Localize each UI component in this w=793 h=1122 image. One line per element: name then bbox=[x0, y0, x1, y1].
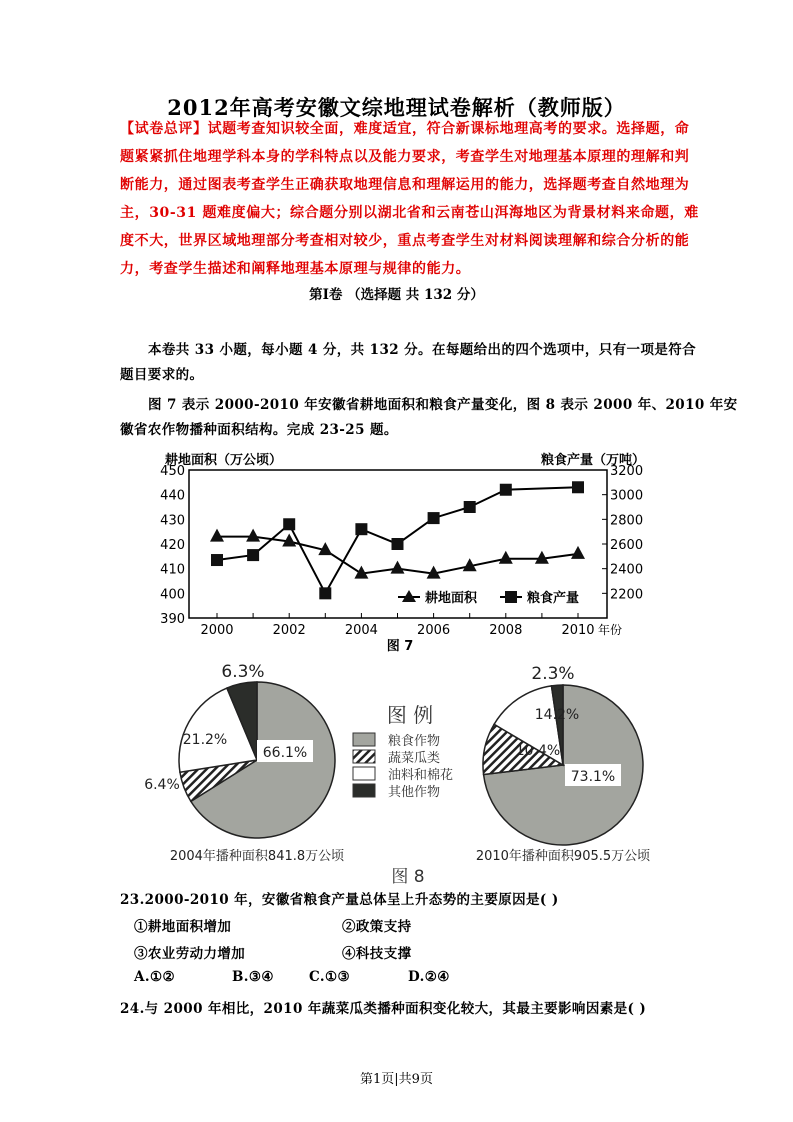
page-footer: 第1页|共9页 bbox=[360, 1072, 433, 1087]
left-tick-label: 450 bbox=[160, 464, 185, 479]
triangle-marker bbox=[210, 529, 224, 542]
question-23-option-a: A.①② bbox=[134, 969, 175, 985]
square-marker bbox=[464, 501, 476, 513]
review-line: 题紧紧抓住地理学科本身的学科特点以及能力要求，考查学生对地理基本原理的理解和判 bbox=[120, 149, 690, 165]
legend-title: 图 例 bbox=[386, 703, 434, 727]
right-axis-label: 粮食产量（万吨） bbox=[540, 453, 645, 468]
square-marker bbox=[355, 523, 367, 535]
x-axis-label: 年份 bbox=[598, 623, 623, 637]
right-tick-label: 2800 bbox=[610, 513, 644, 529]
pie-data-label: 14.2% bbox=[534, 707, 580, 723]
question-24-stem: 24.与 2000 年相比，2010 年蔬菜瓜类播种面积变化较大，其最主要影响因素是( ) bbox=[120, 1001, 647, 1017]
pie-data-label: 2.3% bbox=[531, 664, 575, 684]
question-23-stem: 23.2000-2010 年，安徽省粮食产量总体呈上升态势的主要原因是( ) bbox=[120, 892, 559, 908]
square-marker bbox=[247, 549, 259, 561]
right-tick-label: 2400 bbox=[610, 562, 644, 578]
question-23-item: ②政策支持 bbox=[342, 919, 412, 935]
right-tick-label: 2600 bbox=[610, 538, 644, 553]
x-tick-label: 2010 bbox=[561, 623, 595, 638]
review-line: 力，考查学生描述和阐释地理基本原理与规律的能力。 bbox=[120, 261, 471, 277]
intro-line: 题目要求的。 bbox=[120, 367, 204, 383]
question-23-item: ④科技支撑 bbox=[342, 946, 412, 962]
legend-swatch bbox=[353, 733, 375, 746]
triangle-marker bbox=[571, 546, 585, 559]
review-line: 断能力，通过图表考查学生正确获取地理信息和理解运用的能力，选择题考查自然地理为 bbox=[120, 177, 690, 193]
legend-label: 粮食产量 bbox=[527, 591, 580, 606]
figure-8-pie-charts bbox=[0, 660, 793, 890]
square-marker bbox=[283, 518, 295, 530]
left-tick-label: 390 bbox=[160, 612, 185, 627]
left-tick-label: 410 bbox=[160, 562, 185, 578]
figure-title: 图 8 bbox=[391, 867, 425, 887]
figure-title: 图 7 bbox=[386, 639, 414, 654]
review-line: 度不大，世界区域地理部分考查相对较少，重点考查学生对材料阅读理解和综合分析的能 bbox=[120, 233, 690, 249]
x-tick-label: 2002 bbox=[272, 623, 306, 638]
square-marker bbox=[500, 484, 512, 496]
legend-label: 蔬菜瓜类 bbox=[388, 751, 441, 766]
question-23-item: ③农业劳动力增加 bbox=[134, 946, 246, 962]
question-23-option-b: B.③④ bbox=[232, 969, 274, 985]
left-axis-label: 耕地面积（万公顷） bbox=[165, 453, 283, 468]
pie-data-label: 66.1% bbox=[262, 745, 308, 761]
square-marker bbox=[392, 538, 404, 550]
legend-label: 粮食作物 bbox=[388, 734, 441, 749]
section-title: 第Ⅰ卷 （选择题 共 132 分） bbox=[309, 287, 484, 303]
pie-data-label: 21.2% bbox=[182, 732, 228, 748]
right-tick-label: 3000 bbox=[610, 488, 644, 504]
x-tick-label: 2000 bbox=[200, 623, 234, 638]
legend-swatch bbox=[353, 784, 375, 797]
triangle-marker bbox=[499, 551, 513, 564]
review-line: 主，30-31 题难度偏大；综合题分别以湖北省和云南苍山洱海地区为背景材料来命题，难 bbox=[120, 205, 699, 221]
question-23-option-d: D.②④ bbox=[408, 969, 450, 985]
square-marker bbox=[572, 481, 584, 493]
review-line: 【试卷总评】试题考查知识较全面，难度适宜，符合新课标地理高考的要求。选择题，命 bbox=[120, 121, 690, 137]
legend-label: 其他作物 bbox=[388, 785, 441, 800]
question-23-item: ①耕地面积增加 bbox=[134, 919, 232, 935]
left-tick-label: 440 bbox=[160, 488, 185, 504]
question-23-option-c: C.①③ bbox=[309, 969, 351, 985]
page-title: 2012年高考安徽文综地理试卷解析（教师版） bbox=[167, 95, 626, 120]
x-tick-label: 2006 bbox=[417, 623, 451, 638]
pie-data-label: 6.3% bbox=[221, 662, 265, 682]
pie-data-label: 6.4% bbox=[144, 777, 180, 793]
figure-7-line-chart bbox=[0, 440, 793, 660]
left-tick-label: 430 bbox=[160, 513, 185, 529]
left-tick-label: 420 bbox=[160, 538, 185, 553]
legend-label: 耕地面积 bbox=[425, 591, 478, 606]
square-marker bbox=[211, 554, 223, 566]
triangle-marker bbox=[246, 529, 260, 542]
pie-caption: 2010年播种面积905.5万公顷 bbox=[475, 849, 651, 864]
right-tick-label: 2200 bbox=[610, 587, 644, 603]
x-tick-label: 2008 bbox=[489, 623, 523, 638]
legend-square-icon bbox=[505, 591, 517, 603]
left-tick-label: 400 bbox=[160, 587, 185, 603]
legend-label: 油料和棉花 bbox=[388, 768, 454, 783]
square-marker bbox=[428, 512, 440, 524]
square-marker bbox=[319, 587, 331, 599]
pie-data-label: 10.4% bbox=[515, 743, 561, 759]
right-tick-label: 3200 bbox=[610, 464, 644, 479]
legend-swatch bbox=[353, 767, 375, 780]
pie-data-label: 73.1% bbox=[570, 769, 616, 785]
triangle-marker bbox=[391, 561, 405, 574]
intro-line: 本卷共 33 小题，每小题 4 分，共 132 分。在每题给出的四个选项中，只有一项是符合 bbox=[148, 342, 697, 358]
x-tick-label: 2004 bbox=[344, 623, 378, 638]
pie-caption: 2004年播种面积841.8万公顷 bbox=[169, 849, 345, 864]
legend-swatch bbox=[353, 750, 375, 763]
intro-line: 徽省农作物播种面积结构。完成 23-25 题。 bbox=[120, 422, 398, 438]
intro-line: 图 7 表示 2000-2010 年安徽省耕地面积和粮食产量变化，图 8 表示 2000 年、2010 年安 bbox=[148, 397, 738, 413]
